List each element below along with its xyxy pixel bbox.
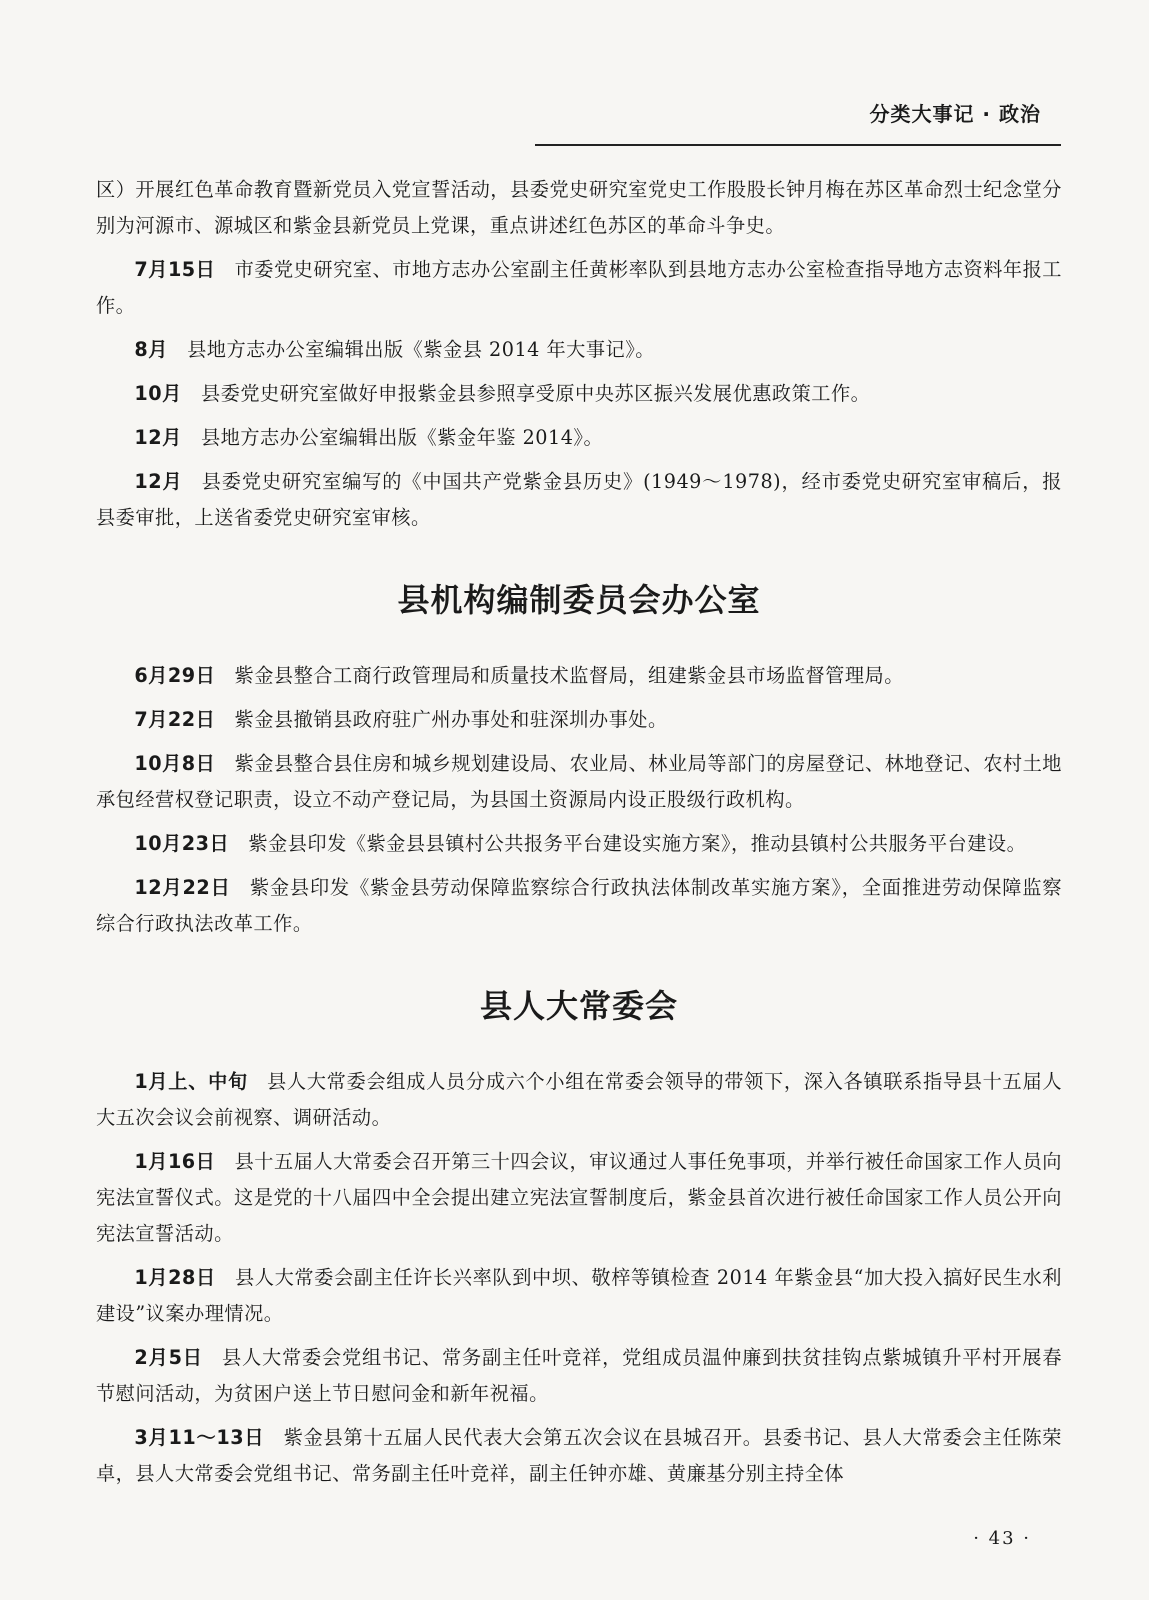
entry-date: 7月15日 (134, 258, 216, 281)
entry-text: 紫金县整合工商行政管理局和质量技术监督局，组建紫金县市场监督管理局。 (234, 664, 904, 687)
entry-paragraph (96, 1340, 1062, 1412)
intro-continuation: 区）开展红色革命教育暨新党员入党宣誓活动，县委党史研究室党史工作股股长钟月梅在苏区革命烈士纪念堂分别为河源市、源城区和紫金县新党员上党课，重点讲述红色苏区的革命斗争史。 (96, 178, 1062, 237)
entry-paragraph (96, 464, 1062, 536)
entry-text: 县委党史研究室做好申报紫金县参照享受原中央苏区振兴发展优惠政策工作。 (200, 382, 871, 405)
entry-paragraph (96, 1064, 1062, 1136)
entry-text: 市委党史研究室、市地方志办公室副主任黄彬率队到县地方志办公室检查指导地方志资料年报工作。 (96, 258, 1062, 317)
page-number: · 43 · (973, 1528, 1031, 1549)
entry-date: 6月29日 (134, 664, 216, 687)
entry-text: 县地方志办公室编辑出版《紫金县 2014 年大事记》。 (187, 338, 655, 361)
entry-paragraph (96, 420, 1062, 456)
entry-date: 1月28日 (134, 1266, 216, 1289)
entry-text: 紫金县撤销县政府驻广州办事处和驻深圳办事处。 (234, 708, 668, 731)
entry-paragraph (96, 702, 1062, 738)
entry-text: 紫金县整合县住房和城乡规划建设局、农业局、林业局等部门的房屋登记、林地登记、农村土地承包经营权登记职责，设立不动产登记局，为县国土资源局内设正股级行政机构。 (96, 752, 1062, 811)
section-title-staffing-office: 县机构编制委员会办公室 (397, 581, 761, 619)
entry-text: 县人大常委会党组书记、常务副主任叶竞祥，党组成员温仲廉到扶贫挂钩点紫城镇升平村开展春节慰问活动，为贫困户送上节日慰问金和新年祝福。 (96, 1346, 1063, 1405)
entry-text: 县人大常委会组成人员分成六个小组在常委会领导的带领下，深入各镇联系指导县十五届人大五次会议会前视察、调研活动。 (96, 1070, 1063, 1129)
entry-date: 8月 (134, 338, 168, 361)
entry-date: 12月22日 (134, 876, 231, 899)
entry-paragraph (96, 746, 1062, 818)
entry-paragraph (96, 1144, 1062, 1252)
running-header: 分类大事记 · 政治 (869, 102, 1041, 126)
entry-text: 紫金县印发《紫金县县镇村公共报务平台建设实施方案》，推动县镇村公共服务平台建设。 (248, 832, 1027, 855)
entry-text: 县委党史研究室编写的《中国共产党紫金县历史》(1949～1978)，经市委党史研究室审稿后，报县委审批，上送省委党史研究室审核。 (96, 470, 1062, 529)
entry-text: 县地方志办公室编辑出版《紫金年鉴 2014》。 (200, 426, 604, 449)
entry-date: 12月 (134, 470, 183, 493)
entry-paragraph (96, 252, 1062, 324)
entry-date: 3月11～13日 (134, 1426, 265, 1449)
entry-date: 10月 (134, 382, 182, 405)
entry-date: 7月22日 (134, 708, 216, 731)
entry-text: 紫金县第十五届人民代表大会第五次会议在县城召开。县委书记、县人大常委会主任陈荣卓，县人大常委会党组书记、常务副主任叶竞祥，副主任钟亦雄、黄廉基分别主持全体 (96, 1426, 1062, 1485)
entry-text: 县人大常委会副主任许长兴率队到中坝、敬梓等镇检查 2014 年紫金县“加大投入搞好民生水利建设”议案办理情况。 (96, 1266, 1062, 1325)
entry-date: 2月5日 (134, 1346, 203, 1369)
section-title-peoples-congress: 县人大常委会 (479, 987, 678, 1025)
page-content (96, 172, 1062, 1500)
entry-date: 12月 (134, 426, 182, 449)
entry-paragraph (96, 870, 1062, 942)
header-rule (535, 144, 1061, 146)
entry-text: 紫金县印发《紫金县劳动保障监察综合行政执法体制改革实施方案》，全面推进劳动保障监察综合行政执法改革工作。 (96, 876, 1063, 935)
entry-date: 1月16日 (134, 1150, 216, 1173)
entry-paragraph (96, 376, 1062, 412)
entry-paragraph (96, 1260, 1062, 1332)
entry-paragraph (96, 658, 1062, 694)
entry-paragraph (96, 1420, 1062, 1492)
entry-date: 10月23日 (134, 832, 230, 855)
entry-paragraph (96, 826, 1062, 862)
entry-date: 1月上、中旬 (134, 1070, 248, 1093)
entry-date: 10月8日 (134, 752, 216, 775)
entry-text: 县十五届人大常委会召开第三十四会议，审议通过人事任免事项，并举行被任命国家工作人员向宪法宣誓仪式。这是党的十八届四中全会提出建立宪法宣誓制度后，紫金县首次进行被任命国家工作人员公开向宪法宣誓活动。 (96, 1150, 1062, 1245)
entry-paragraph (96, 332, 1062, 368)
